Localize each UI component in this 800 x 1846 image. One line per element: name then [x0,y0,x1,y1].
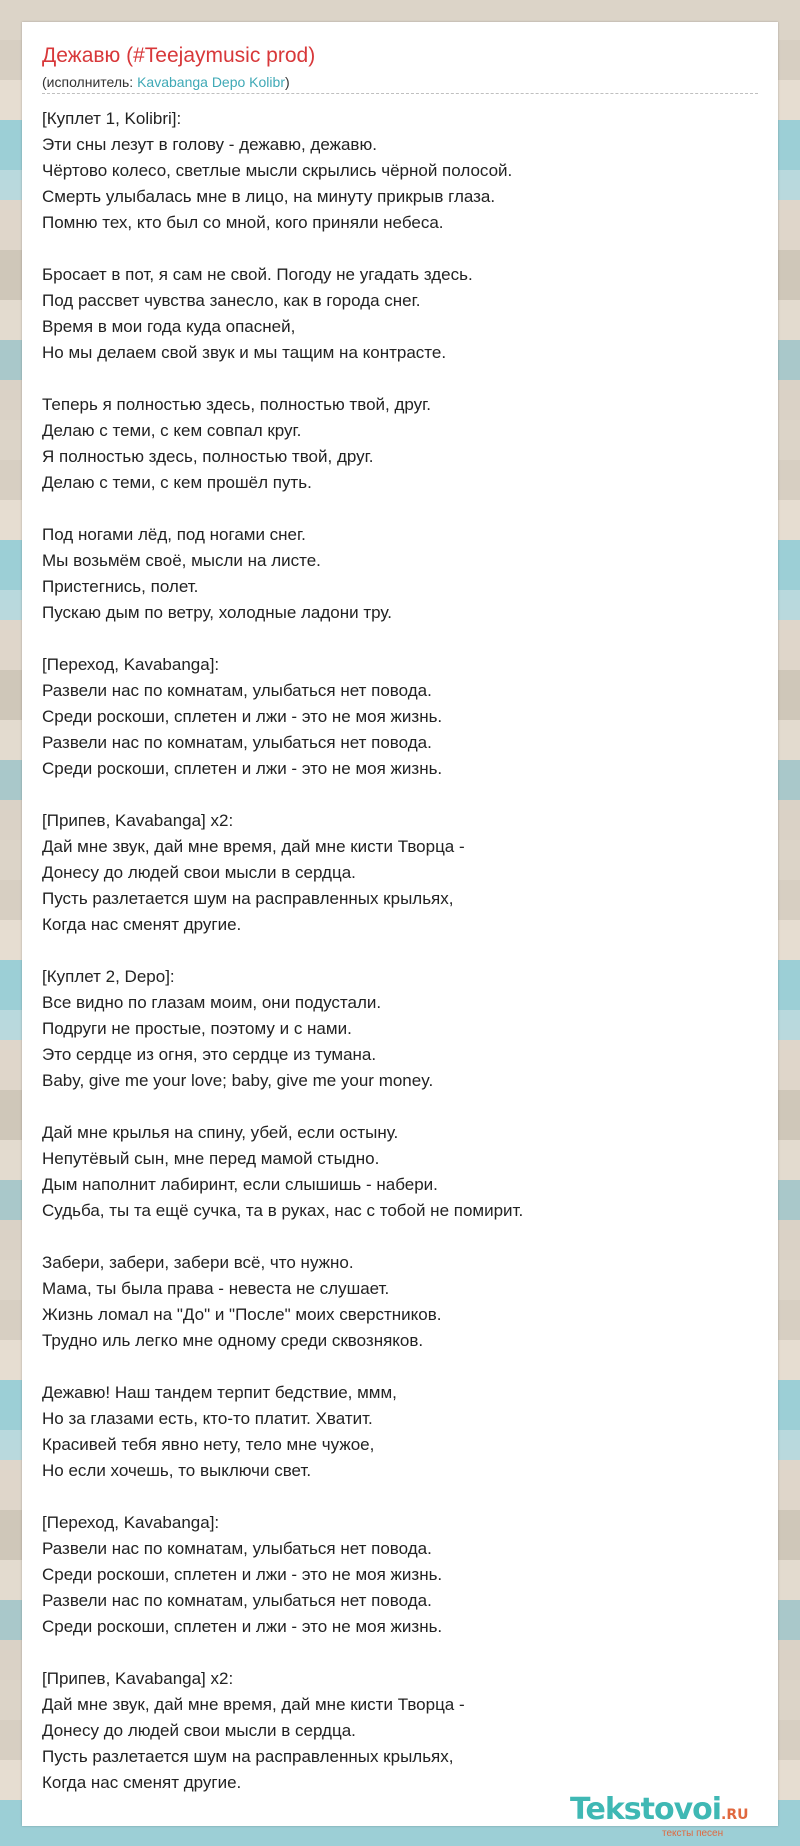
lyric-line: Эти сны лезут в голову - дежавю, дежавю. [42,135,377,154]
site-logo[interactable] [570,1792,770,1839]
lyric-line: Среди роскоши, сплетен и лжи - это не моя жизнь. [42,1565,443,1584]
lyric-line: Помню тех, кто был со мной, кого приняли небеса. [42,213,444,232]
lyric-line: Развели нас по комнатам, улыбаться нет повода. [42,733,432,752]
lyric-line: Дай мне звук, дай мне время, дай мне кисти Творца - [42,1695,465,1714]
lyric-line: Делаю с теми, с кем прошёл путь. [42,473,312,492]
lyric-line: Жизнь ломал на "До" и "После" моих сверстников. [42,1305,442,1324]
lyric-stanza [42,652,752,782]
lyric-line: [Куплет 2, Depo]: [42,967,175,986]
lyric-line: Пускаю дым по ветру, холодные ладони тру. [42,603,392,622]
lyric-stanza [42,392,752,496]
lyric-line: Но мы делаем свой звук и мы тащим на контрасте. [42,343,447,362]
lyric-line: Пусть разлетается шум на расправленных крыльях, [42,889,454,908]
lyric-line: Среди роскоши, сплетен и лжи - это не моя жизнь. [42,1617,443,1636]
lyric-line: Пусть разлетается шум на расправленных крыльях, [42,1747,454,1766]
lyric-line: Трудно иль легко мне одному среди сквозняков. [42,1331,424,1350]
lyric-line: Красивей тебя явно нету, тело мне чужое, [42,1435,375,1454]
lyric-line: Развели нас по комнатам, улыбаться нет повода. [42,1539,432,1558]
lyric-line: Среди роскоши, сплетен и лжи - это не моя жизнь. [42,759,443,778]
title-divider [42,93,758,94]
lyric-line: Мама, ты была права - невеста не слушает. [42,1279,390,1298]
lyric-stanza [42,1120,752,1224]
lyric-line: Донесу до людей свои мысли в сердца. [42,1721,356,1740]
lyric-line: Это сердце из огня, это сердце из тумана. [42,1045,377,1064]
performer-suffix: ) [284,74,290,90]
lyric-line: Но если хочешь, то выключи свет. [42,1461,312,1480]
lyric-line: Судьба, ты та ещё сучка, та в руках, нас с тобой не помирит. [42,1201,524,1220]
lyric-line: [Куплет 1, Kolibri]: [42,109,182,128]
lyric-line: Развели нас по комнатам, улыбаться нет повода. [42,1591,432,1610]
lyric-line: Теперь я полностью здесь, полностью твой, друг. [42,395,431,414]
lyric-line: Когда нас сменят другие. [42,915,242,934]
performer-link[interactable]: Kavabanga Depo Kolibr [137,74,285,90]
logo-tld: .RU [721,1807,749,1823]
lyric-line: Дай мне звук, дай мне время, дай мне кисти Творца - [42,837,465,856]
lyrics-text [42,106,752,1822]
lyric-stanza [42,106,752,236]
lyric-stanza [42,262,752,366]
lyric-line: Под ногами лёд, под ногами снег. [42,525,306,544]
lyric-line: Подруги не простые, поэтому и с нами. [42,1019,352,1038]
lyric-line: Я полностью здесь, полностью твой, друг. [42,447,374,466]
lyric-line: Мы возьмём своё, мысли на листе. [42,551,321,570]
lyric-stanza [42,964,752,1094]
logo-name: Tekstovoi [570,1792,722,1827]
lyric-stanza [42,1380,752,1484]
lyric-line: Baby, give me your love; baby, give me your money. [42,1071,434,1090]
lyric-line: Все видно по глазам моим, они подустали. [42,993,382,1012]
lyric-stanza [42,1666,752,1796]
lyric-stanza [42,522,752,626]
lyric-line: [Переход, Kavabanga]: [42,655,220,674]
lyric-line: Чёртово колесо, светлые мысли скрылись чёрной полосой. [42,161,513,180]
lyrics-card [22,22,778,1839]
lyric-line: [Переход, Kavabanga]: [42,1513,220,1532]
lyric-line: [Припев, Kavabanga] x2: [42,1669,234,1688]
lyric-line: Под рассвет чувства занесло, как в города снег. [42,291,421,310]
logo-tagline: тексты песен [662,1828,724,1839]
lyric-line: Пристегнись, полет. [42,577,199,596]
lyric-line: Непутёвый сын, мне перед мамой стыдно. [42,1149,380,1168]
lyric-stanza [42,1250,752,1354]
lyric-line: Дежавю! Наш тандем терпит бедствие, ммм, [42,1383,397,1402]
lyric-line: Время в мои года куда опасней, [42,317,296,336]
lyric-line: Делаю с теми, с кем совпал круг. [42,421,302,440]
song-title: Дежавю (#Teejaymusic prod) [42,44,316,67]
lyric-line: Но за глазами есть, кто-то платит. Хватит. [42,1409,373,1428]
lyric-line: Дай мне крылья на спину, убей, если остыну. [42,1123,399,1142]
performer-prefix: (исполнитель: [42,74,138,90]
lyric-stanza [42,1510,752,1640]
performer-line [42,74,290,90]
lyric-line: Забери, забери, забери всё, что нужно. [42,1253,354,1272]
lyric-line: Бросает в пот, я сам не свой. Погоду не угадать здесь. [42,265,473,284]
lyric-line: Развели нас по комнатам, улыбаться нет повода. [42,681,432,700]
lyric-line: Дым наполнит лабиринт, если слышишь - набери. [42,1175,438,1194]
lyric-line: [Припев, Kavabanga] x2: [42,811,234,830]
lyric-stanza [42,808,752,938]
lyric-line: Среди роскоши, сплетен и лжи - это не моя жизнь. [42,707,443,726]
logo-wordmark [570,1792,749,1827]
lyric-line: Смерть улыбалась мне в лицо, на минуту прикрыв глаза. [42,187,496,206]
lyric-line: Когда нас сменят другие. [42,1773,242,1792]
lyric-line: Донесу до людей свои мысли в сердца. [42,863,356,882]
